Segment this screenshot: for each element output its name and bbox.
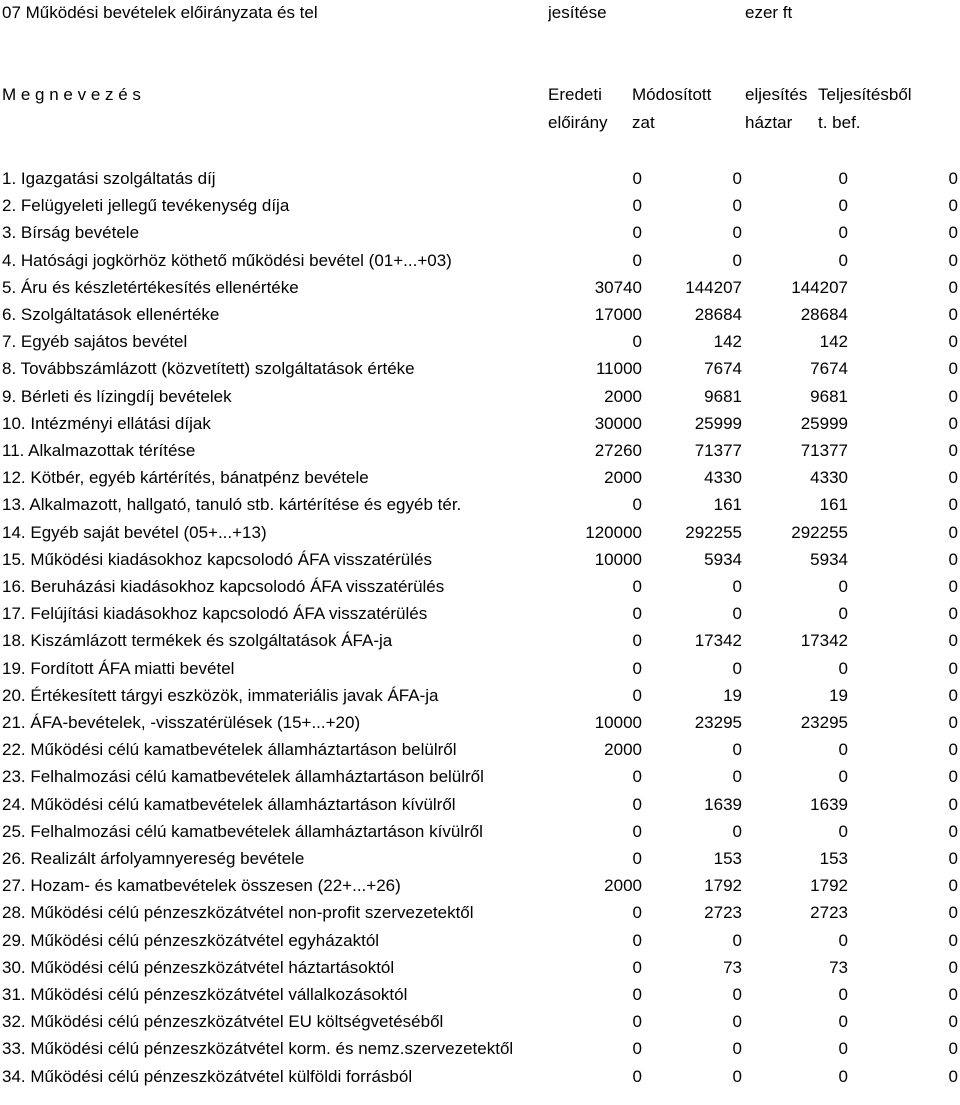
row-teljesites-value: 71377 [800, 441, 848, 460]
row-modositott-value: 153 [713, 849, 742, 868]
row-name: 8. Továbbszámlázott (közvetített) szolgáltatások értéke [2, 359, 415, 378]
row-teljesitesbol-value: 0 [948, 550, 958, 569]
row-name: 31. Működési célú pénzeszközátvétel vállalkozásoktól [2, 985, 408, 1004]
row-name: 12. Kötbér, egyéb kártérítés, bánatpénz bevétele [2, 468, 369, 487]
row-teljesitesbol-value: 0 [948, 822, 958, 841]
row-teljesitesbol-value: 0 [948, 196, 958, 215]
row-teljesites-value: 25999 [800, 414, 848, 433]
row-eredeti-value: 0 [632, 686, 642, 705]
row-teljesites-value: 9681 [810, 387, 848, 406]
row-teljesites-value: 23295 [800, 713, 848, 732]
row-modositott-value: 4330 [704, 468, 742, 487]
row-teljesites-value: 4330 [810, 468, 848, 487]
row-teljesites-value: 0 [838, 822, 848, 841]
row-eredeti-value: 0 [632, 958, 642, 977]
row-name: 34. Működési célú pénzeszközátvétel külföldi forrásból [2, 1067, 413, 1086]
row-teljesitesbol-value: 0 [948, 713, 958, 732]
row-modositott-value: 23295 [694, 713, 742, 732]
row-name: 13. Alkalmazott, hallgató, tanuló stb. kártérítése és egyéb tér. [2, 495, 462, 514]
row-eredeti-value: 0 [632, 1067, 642, 1086]
row-eredeti-value: 0 [632, 251, 642, 270]
row-teljesites-value: 144207 [791, 278, 848, 297]
row-teljesites-value: 0 [838, 577, 848, 596]
row-name: 28. Működési célú pénzeszközátvétel non-profit szervezetektől [2, 903, 474, 922]
row-eredeti-value: 0 [632, 332, 642, 351]
row-teljesitesbol-value: 0 [948, 523, 958, 542]
row-teljesitesbol-value: 0 [948, 332, 958, 351]
row-modositott-value: 0 [732, 822, 742, 841]
row-teljesites-value: 0 [838, 1067, 848, 1086]
row-teljesitesbol-value: 0 [948, 631, 958, 650]
row-modositott-value: 0 [732, 985, 742, 1004]
row-eredeti-value: 10000 [594, 713, 642, 732]
row-teljesites-value: 1639 [810, 795, 848, 814]
row-eredeti-value: 0 [632, 495, 642, 514]
row-teljesitesbol-value: 0 [948, 686, 958, 705]
row-eredeti-value: 0 [632, 659, 642, 678]
row-teljesitesbol-value: 0 [948, 169, 958, 188]
row-name: 17. Felújítási kiadásokhoz kapcsolodó ÁFA visszatérülés [2, 604, 428, 623]
row-teljesites-value: 0 [838, 740, 848, 759]
row-modositott-value: 19 [723, 686, 742, 705]
row-teljesites-value: 0 [838, 931, 848, 950]
row-eredeti-value: 27260 [594, 441, 642, 460]
row-teljesitesbol-value: 0 [948, 414, 958, 433]
row-modositott-value: 0 [732, 767, 742, 786]
row-modositott-value: 1792 [704, 876, 742, 895]
column-header-teljesitesbol-line2: t. bef. [818, 113, 861, 132]
row-name: 6. Szolgáltatások ellenértéke [2, 305, 220, 324]
row-modositott-value: 0 [732, 1039, 742, 1058]
row-teljesites-value: 0 [838, 767, 848, 786]
row-modositott-value: 5934 [704, 550, 742, 569]
row-teljesitesbol-value: 0 [948, 1012, 958, 1031]
page-title-part1: 07 Működési bevételek előirányzata és tel [2, 3, 318, 22]
row-teljesitesbol-value: 0 [948, 903, 958, 922]
row-eredeti-value: 10000 [594, 550, 642, 569]
column-header-modositott: Módosított [632, 85, 712, 104]
column-header-teljesites-line2: háztar [745, 113, 793, 132]
row-name: 19. Fordított ÁFA miatti bevétel [2, 659, 235, 678]
row-name: 32. Működési célú pénzeszközátvétel EU költségvetéséből [2, 1012, 444, 1031]
row-teljesites-value: 292255 [791, 523, 848, 542]
row-name: 22. Működési célú kamatbevételek államháztartáson belülről [2, 740, 457, 759]
row-teljesites-value: 0 [838, 1012, 848, 1031]
row-teljesites-value: 0 [838, 659, 848, 678]
row-teljesitesbol-value: 0 [948, 1067, 958, 1086]
row-teljesites-value: 28684 [800, 305, 848, 324]
row-eredeti-value: 2000 [604, 876, 642, 895]
row-eredeti-value: 0 [632, 795, 642, 814]
row-teljesitesbol-value: 0 [948, 223, 958, 242]
row-teljesitesbol-value: 0 [948, 876, 958, 895]
row-teljesites-value: 7674 [810, 359, 848, 378]
row-modositott-value: 292255 [685, 523, 742, 542]
row-modositott-value: 0 [732, 604, 742, 623]
row-teljesites-value: 1792 [810, 876, 848, 895]
row-name: 7. Egyéb sajátos bevétel [2, 332, 188, 351]
row-teljesites-value: 17342 [800, 631, 848, 650]
row-teljesites-value: 2723 [810, 903, 848, 922]
row-teljesites-value: 142 [819, 332, 848, 351]
column-header-teljesitesbol: Teljesítésből [818, 85, 912, 104]
row-name: 23. Felhalmozási célú kamatbevételek államháztartáson belülről [2, 767, 484, 786]
row-eredeti-value: 0 [632, 767, 642, 786]
row-modositott-value: 161 [713, 495, 742, 514]
row-modositott-value: 17342 [694, 631, 742, 650]
row-eredeti-value: 0 [632, 903, 642, 922]
row-teljesitesbol-value: 0 [948, 931, 958, 950]
column-header-name: M e g n e v e z é s [2, 85, 141, 104]
row-teljesitesbol-value: 0 [948, 767, 958, 786]
row-teljesitesbol-value: 0 [948, 1039, 958, 1058]
row-eredeti-value: 30740 [594, 278, 642, 297]
row-modositott-value: 0 [732, 1067, 742, 1086]
row-modositott-value: 0 [732, 223, 742, 242]
row-teljesitesbol-value: 0 [948, 305, 958, 324]
row-modositott-value: 71377 [694, 441, 742, 460]
row-modositott-value: 2723 [704, 903, 742, 922]
row-teljesites-value: 0 [838, 1039, 848, 1058]
row-modositott-value: 0 [732, 1012, 742, 1031]
row-eredeti-value: 2000 [604, 468, 642, 487]
row-teljesitesbol-value: 0 [948, 577, 958, 596]
row-eredeti-value: 0 [632, 985, 642, 1004]
row-modositott-value: 142 [713, 332, 742, 351]
row-modositott-value: 0 [732, 931, 742, 950]
row-modositott-value: 9681 [704, 387, 742, 406]
row-modositott-value: 25999 [694, 414, 742, 433]
page-title-part2: jesítése [548, 3, 607, 22]
row-eredeti-value: 2000 [604, 740, 642, 759]
row-eredeti-value: 0 [632, 223, 642, 242]
row-eredeti-value: 30000 [594, 414, 642, 433]
row-teljesites-value: 0 [838, 196, 848, 215]
row-eredeti-value: 0 [632, 631, 642, 650]
row-eredeti-value: 11000 [595, 359, 642, 378]
row-name: 10. Intézményi ellátási díjak [2, 414, 211, 433]
row-name: 24. Működési célú kamatbevételek államháztartáson kívülről [2, 795, 456, 814]
row-teljesitesbol-value: 0 [948, 387, 958, 406]
row-modositott-value: 0 [732, 577, 742, 596]
row-eredeti-value: 0 [632, 196, 642, 215]
row-eredeti-value: 0 [632, 577, 642, 596]
row-name: 21. ÁFA-bevételek, -visszatérülések (15+...+20) [2, 713, 361, 732]
row-teljesitesbol-value: 0 [948, 359, 958, 378]
row-modositott-value: 0 [732, 196, 742, 215]
row-teljesitesbol-value: 0 [948, 958, 958, 977]
row-eredeti-value: 0 [632, 1039, 642, 1058]
row-teljesites-value: 153 [819, 849, 848, 868]
row-eredeti-value: 0 [632, 849, 642, 868]
row-modositott-value: 0 [732, 251, 742, 270]
row-eredeti-value: 0 [632, 931, 642, 950]
row-name: 14. Egyéb saját bevétel (05+...+13) [2, 523, 267, 542]
row-teljesitesbol-value: 0 [948, 659, 958, 678]
row-name: 9. Bérleti és lízingdíj bevételek [2, 387, 232, 406]
row-teljesitesbol-value: 0 [948, 441, 958, 460]
row-teljesitesbol-value: 0 [948, 251, 958, 270]
row-eredeti-value: 0 [632, 1012, 642, 1031]
row-teljesites-value: 0 [838, 169, 848, 188]
row-teljesites-value: 0 [838, 251, 848, 270]
row-eredeti-value: 2000 [604, 387, 642, 406]
row-modositott-value: 73 [723, 958, 742, 977]
row-modositott-value: 0 [732, 169, 742, 188]
row-teljesitesbol-value: 0 [948, 468, 958, 487]
column-header-modositott-line2: zat [632, 113, 655, 132]
row-name: 20. Értékesített tárgyi eszközök, immateriális javak ÁFA-ja [2, 686, 439, 705]
row-teljesites-value: 0 [838, 985, 848, 1004]
row-name: 1. Igazgatási szolgáltatás díj [2, 169, 216, 188]
row-name: 4. Hatósági jogkörhöz köthető működési bevétel (01+...+03) [2, 251, 452, 270]
row-name: 16. Beruházási kiadásokhoz kapcsolodó ÁFA visszatérülés [2, 577, 445, 596]
row-eredeti-value: 0 [632, 169, 642, 188]
column-header-eredeti-line2: előirány [548, 113, 608, 132]
row-eredeti-value: 17000 [594, 305, 642, 324]
row-name: 11. Alkalmazottak térítése [2, 441, 196, 460]
row-teljesites-value: 161 [819, 495, 848, 514]
row-teljesitesbol-value: 0 [948, 985, 958, 1004]
row-name: 25. Felhalmozási célú kamatbevételek államháztartáson kívülről [2, 822, 483, 841]
row-name: 5. Áru és készletértékesítés ellenértéke [2, 278, 299, 297]
row-name: 30. Működési célú pénzeszközátvétel háztartásoktól [2, 958, 395, 977]
row-name: 2. Felügyeleti jellegű tevékenység díja [2, 196, 290, 215]
row-name: 33. Működési célú pénzeszközátvétel korm. és nemz.szervezetektől [2, 1039, 514, 1058]
row-teljesites-value: 0 [838, 604, 848, 623]
row-modositott-value: 0 [732, 740, 742, 759]
row-teljesitesbol-value: 0 [948, 604, 958, 623]
row-teljesitesbol-value: 0 [948, 495, 958, 514]
row-teljesitesbol-value: 0 [948, 849, 958, 868]
row-modositott-value: 144207 [685, 278, 742, 297]
row-modositott-value: 28684 [694, 305, 742, 324]
row-eredeti-value: 0 [632, 604, 642, 623]
row-modositott-value: 1639 [704, 795, 742, 814]
row-name: 15. Működési kiadásokhoz kapcsolodó ÁFA visszatérülés [2, 550, 432, 569]
row-modositott-value: 0 [732, 659, 742, 678]
row-teljesites-value: 19 [829, 686, 848, 705]
row-teljesitesbol-value: 0 [948, 740, 958, 759]
row-eredeti-value: 120000 [585, 523, 642, 542]
row-name: 18. Kiszámlázott termékek és szolgáltatások ÁFA-ja [2, 631, 393, 650]
column-header-teljesites: eljesítés [745, 85, 808, 104]
column-header-eredeti: Eredeti [548, 85, 602, 104]
row-name: 3. Bírság bevétele [2, 223, 140, 242]
row-name: 27. Hozam- és kamatbevételek összesen (22+...+26) [2, 876, 401, 895]
row-teljesites-value: 5934 [810, 550, 848, 569]
row-eredeti-value: 0 [632, 822, 642, 841]
row-teljesitesbol-value: 0 [948, 278, 958, 297]
row-teljesites-value: 73 [829, 958, 848, 977]
unit-label: ezer ft [745, 3, 793, 22]
row-teljesites-value: 0 [838, 223, 848, 242]
row-modositott-value: 7674 [704, 359, 742, 378]
row-name: 26. Realizált árfolyamnyereség bevétele [2, 849, 305, 868]
row-name: 29. Működési célú pénzeszközátvétel egyházaktól [2, 931, 380, 950]
row-teljesitesbol-value: 0 [948, 795, 958, 814]
